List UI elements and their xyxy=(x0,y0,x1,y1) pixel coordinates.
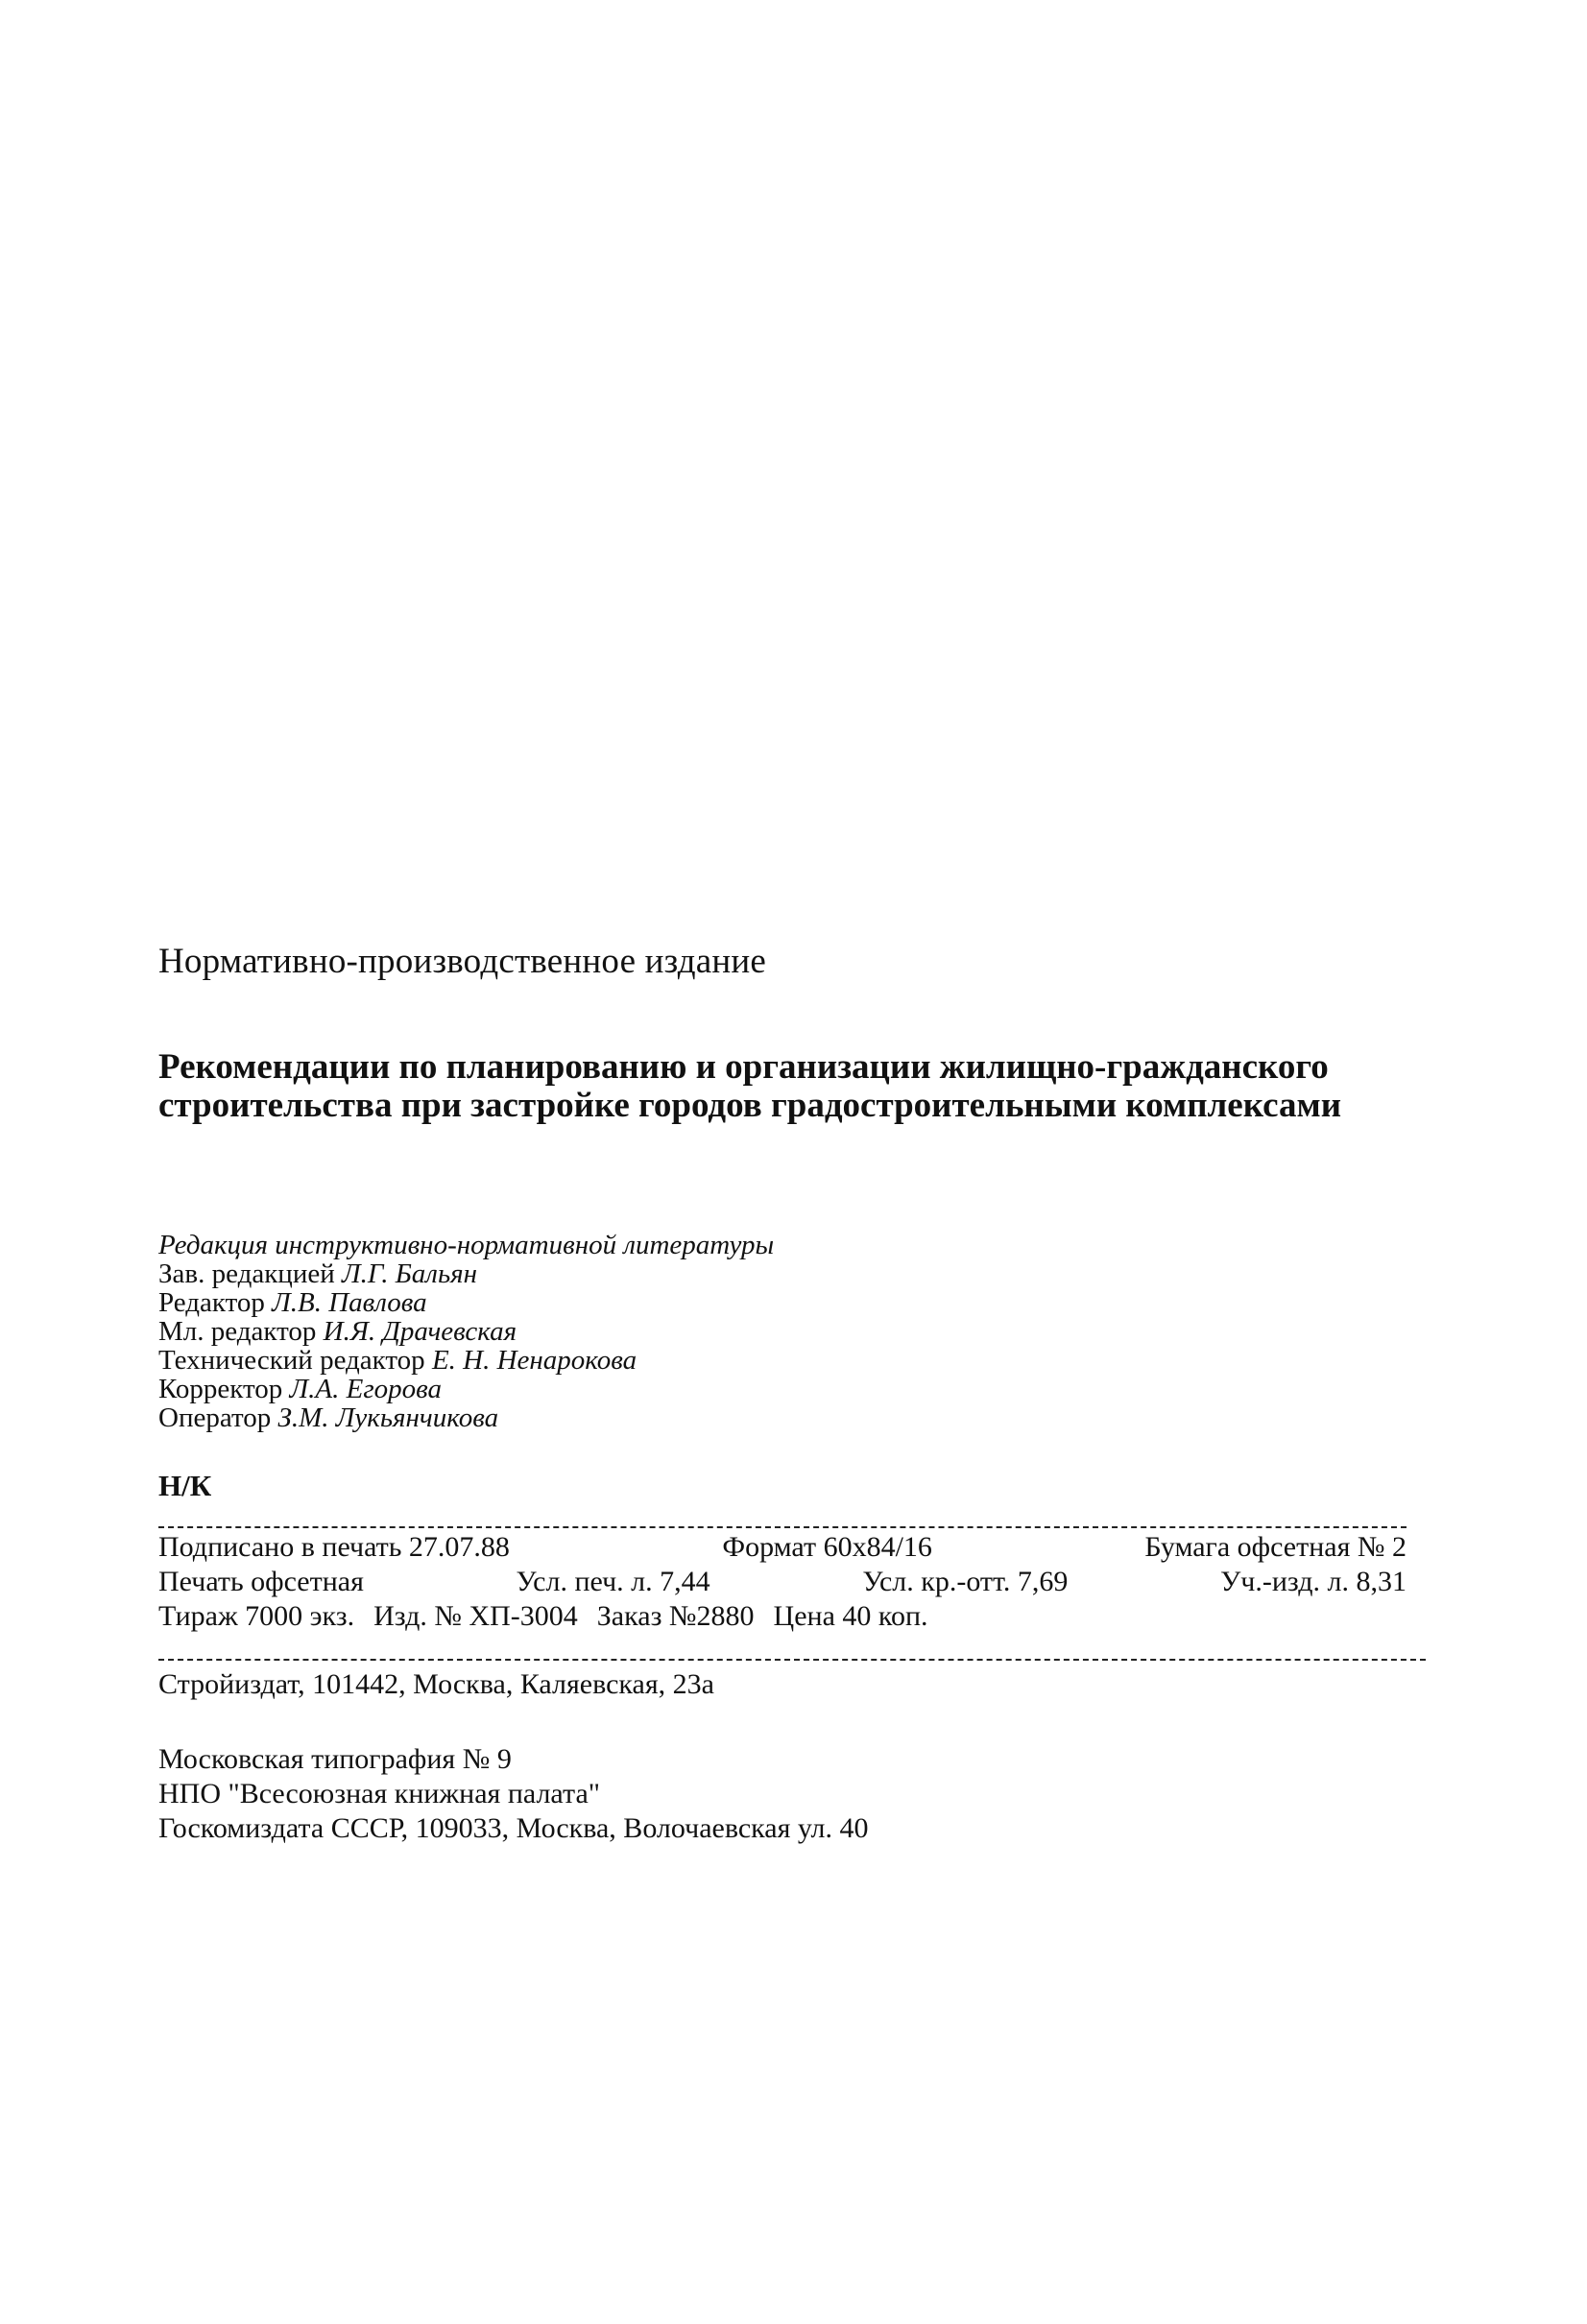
imprint-pub-sheets: Уч.-изд. л. 8,31 xyxy=(1220,1566,1407,1597)
staff-tech-editor xyxy=(158,1346,774,1375)
nk-mark: Н/К xyxy=(158,1469,212,1502)
printer-line-2: НПО "Всесоюзная книжная палата" xyxy=(158,1778,601,1809)
dashed-divider xyxy=(158,1526,1407,1528)
editorial-office: Редакция инструктивно-нормативной литературы xyxy=(158,1230,775,1260)
staff-name: Л.Г. Бальян xyxy=(341,1258,478,1289)
publisher-address: Стройиздат, 101442, Москва, Каляевская, 23а xyxy=(158,1668,714,1700)
staff-editor xyxy=(158,1288,774,1317)
imprint-row-1 xyxy=(158,1530,1407,1565)
staff-proofreader xyxy=(158,1375,774,1403)
title-line-2: строительства при застройке городов градостроительными комплексами xyxy=(158,1086,1342,1125)
imprint-print-sheets: Усл. печ. л. 7,44 xyxy=(516,1566,710,1597)
printer-line-1: Московская типография № 9 xyxy=(158,1743,512,1775)
staff-role: Оператор xyxy=(158,1402,272,1433)
imprint-circulation: Тираж 7000 экз. xyxy=(158,1600,355,1632)
imprint-row-3 xyxy=(158,1599,1407,1634)
dashed-divider xyxy=(158,1659,1426,1661)
editorial-staff xyxy=(158,1231,774,1432)
staff-name: И.Я. Драчевская xyxy=(323,1316,517,1347)
imprint-row-2 xyxy=(158,1565,1407,1599)
staff-junior-editor xyxy=(158,1317,774,1346)
imprint-format: Формат 60х84/16 xyxy=(722,1531,932,1563)
staff-head-editor xyxy=(158,1259,774,1288)
printer-info xyxy=(158,1742,869,1846)
imprint-order-number: Заказ №2880 xyxy=(596,1600,755,1632)
imprint-printing: Печать офсетная xyxy=(158,1566,364,1597)
staff-role: Технический редактор xyxy=(158,1345,425,1376)
imprint-price: Цена 40 коп. xyxy=(773,1600,928,1632)
printer-line-3: Госкомиздата СССР, 109033, Москва, Волочаевская ул. 40 xyxy=(158,1812,869,1844)
staff-role: Зав. редакцией xyxy=(158,1258,335,1289)
staff-name: Е. Н. Ненарокова xyxy=(431,1345,637,1376)
imprint-edition-number: Изд. № ХП-3004 xyxy=(373,1600,578,1632)
imprint-details xyxy=(158,1530,1407,1634)
staff-name: Л.А. Егорова xyxy=(289,1374,443,1404)
imprint-paper: Бумага офсетная № 2 xyxy=(1144,1531,1407,1563)
staff-role: Мл. редактор xyxy=(158,1316,317,1347)
document-title xyxy=(158,1048,1464,1125)
imprint-signed: Подписано в печать 27.07.88 xyxy=(158,1531,510,1563)
series-label: Нормативно-производственное издание xyxy=(158,942,767,981)
staff-name: Л.В. Павлова xyxy=(272,1287,427,1318)
staff-name: З.М. Лукьянчикова xyxy=(277,1402,499,1433)
staff-role: Редактор xyxy=(158,1287,265,1318)
imprint-color-prints: Усл. кр.-отт. 7,69 xyxy=(862,1566,1069,1597)
staff-operator xyxy=(158,1403,774,1432)
staff-role: Корректор xyxy=(158,1374,283,1404)
title-line-1: Рекомендации по планированию и организации жилищно-гражданского xyxy=(158,1047,1329,1087)
